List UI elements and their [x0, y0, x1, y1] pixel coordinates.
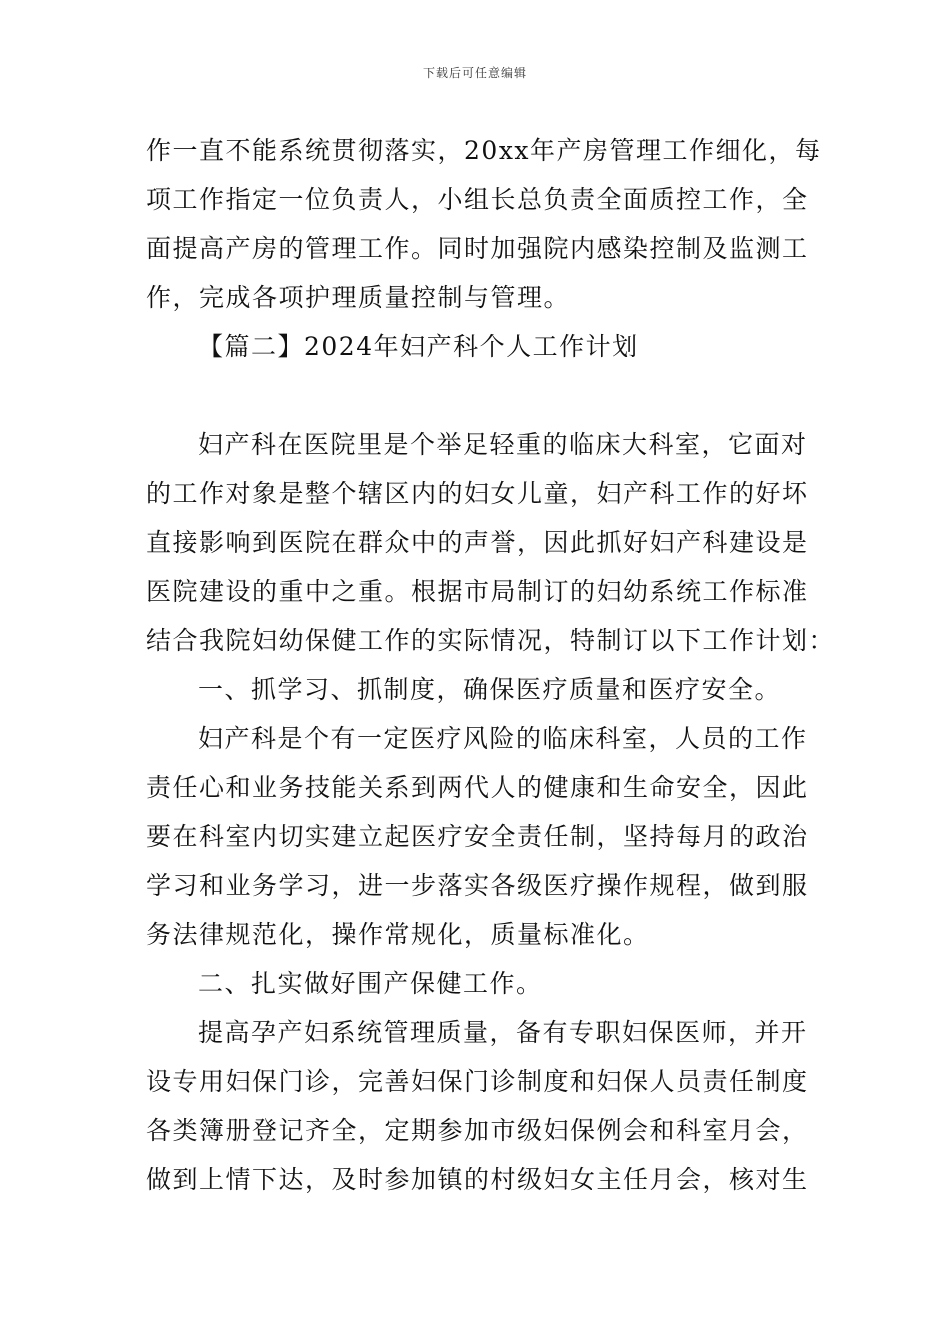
- text-line: 医院建设的重中之重。根据市局制订的妇幼系统工作标准: [146, 577, 809, 606]
- text-line: 务法律规范化，操作常规化，质量标准化。: [146, 920, 650, 949]
- text-line: 学习和业务学习，进一步落实各级医疗操作规程，做到服: [146, 871, 809, 900]
- text-line: 做到上情下达，及时参加镇的村级妇女主任月会，核对生: [146, 1165, 809, 1194]
- subsection-heading: 一、抓学习、抓制度，确保医疗质量和医疗安全。: [198, 675, 782, 704]
- text-line: 设专用妇保门诊，完善妇保门诊制度和妇保人员责任制度: [146, 1067, 809, 1096]
- text-line: 直接影响到医院在群众中的声誉，因此抓好妇产科建设是: [146, 528, 809, 557]
- text-line: 各类簿册登记齐全，定期参加市级妇保例会和科室月会，: [146, 1116, 809, 1145]
- text-line: 结合我院妇幼保健工作的实际情况，特制订以下工作计划：: [146, 626, 836, 655]
- text-line: 责任心和业务技能关系到两代人的健康和生命安全，因此: [146, 773, 809, 802]
- page-header-note: 下载后可任意编辑: [422, 66, 527, 80]
- text-line: 作，完成各项护理质量控制与管理。: [146, 283, 571, 312]
- text-line: 的工作对象是整个辖区内的妇女儿童，妇产科工作的好坏: [146, 479, 809, 508]
- paragraph-start: 妇产科是个有一定医疗风险的临床科室，人员的工作: [198, 724, 808, 753]
- text-line: 作一直不能系统贯彻落实，20xx年产房管理工作细化，每: [146, 136, 822, 165]
- text-line: 要在科室内切实建立起医疗安全责任制，坚持每月的政治: [146, 822, 809, 851]
- text-line: 面提高产房的管理工作。同时加强院内感染控制及监测工: [146, 234, 809, 263]
- section-heading: 【篇二】2024年妇产科个人工作计划: [198, 332, 639, 361]
- paragraph-start: 提高孕产妇系统管理质量，备有专职妇保医师，并开: [198, 1018, 808, 1047]
- text-line: 项工作指定一位负责人，小组长总负责全面质控工作，全: [146, 185, 809, 214]
- blank-line: [146, 371, 810, 420]
- subsection-heading: 二、扎实做好围产保健工作。: [198, 969, 543, 998]
- document-body: [146, 126, 836, 1204]
- paragraph-start: 妇产科在医院里是个举足轻重的临床大科室，它面对: [198, 430, 808, 459]
